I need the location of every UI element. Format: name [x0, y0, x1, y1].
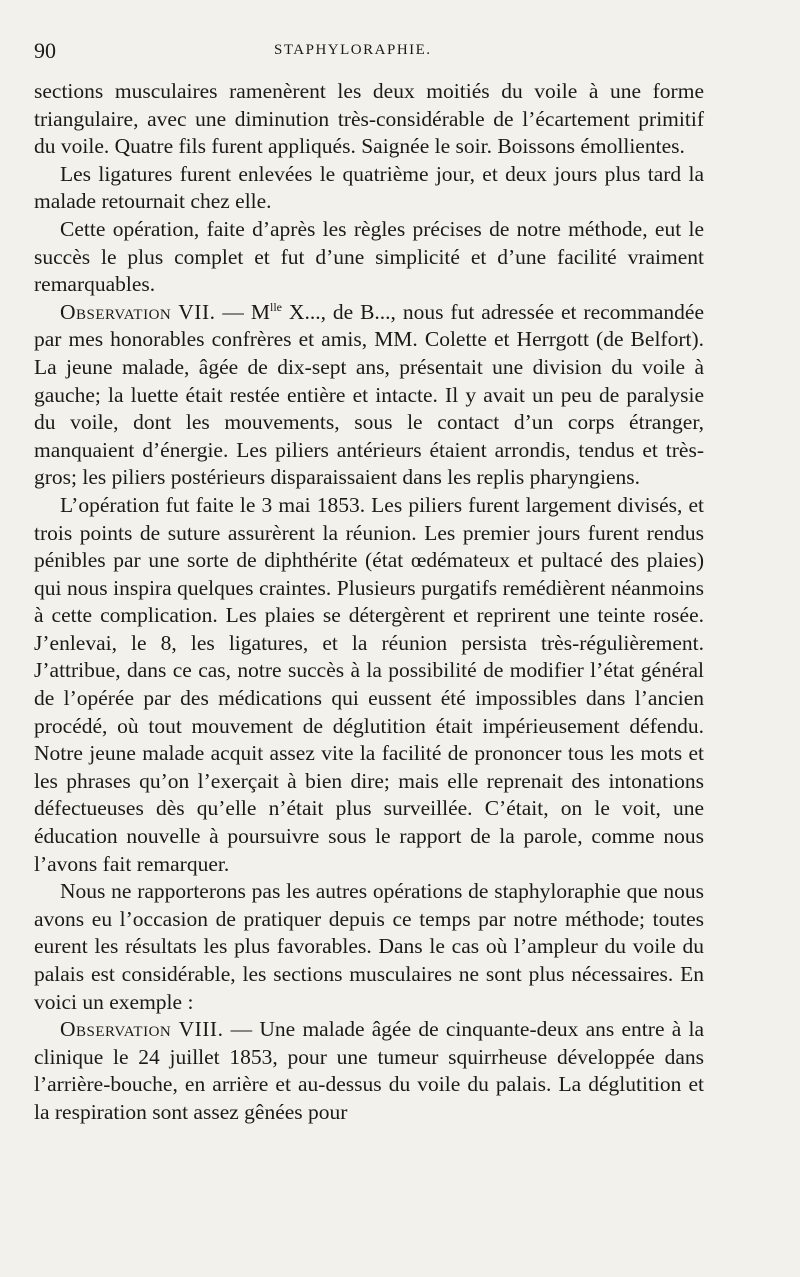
observation-viii-label: Observation VIII. [60, 1017, 224, 1042]
paragraph-3: Cette opération, faite d’après les règles précises de notre méthode, eut le succès le plus complet et fut d’une simplicité et d’une facilité vraiment remarquables. [34, 216, 704, 297]
observation-vii-text-b: X..., de B..., nous fut adressée et recommandée par mes honorables confrères et amis, MM. Colette et Herrgott (de Belfort). La jeune malade, âgée de dix-sept ans, présentait une division du voile à gauche; la luette était restée entière et intacte. Il y avait un peu de paralysie du voile, dont les mouvements, sous le contact d’un corps étranger, manquaient d’énergie. Les piliers antérieurs étaient arrondis, tendus et très-gros; les piliers postérieurs disparaissaient dans les replis pharyngiens. [34, 299, 704, 490]
page-number: 90 [34, 38, 56, 63]
observation-viii-paragraph [34, 1016, 704, 1126]
observation-viii-text: — Une malade âgée de cinquante-deux ans entre à la clinique le 24 juillet 1853, pour une tumeur squirrheuse développée dans l’arrière-bouche, en arrière et au-dessus du voile du palais. La déglutition et la respiration sont assez gênées pour [34, 1017, 704, 1124]
observation-vii-label: Observation VII. [60, 299, 216, 324]
observation-vii-superscript: lle [269, 299, 282, 314]
running-head [34, 38, 704, 72]
paragraph-5: L’opération fut faite le 3 mai 1853. Les piliers furent largement divisés, et trois points de suture assurèrent la réunion. Les premier jours furent rendus pénibles par une sorte de diphthérite (état œdémateux et pultacé des plaies) qui nous inspira quelques craintes. Plusieurs purgatifs remédièrent néanmoins à cette complication. Les plaies se détergèrent et reprirent une teinte rosée. J’enlevai, le 8, les ligatures, et la réunion persista très-régulièrement. J’attribue, dans ce cas, notre succès à la possibilité de modifier l’état général de l’opérée par des médications qui eussent été impossibles dans l’ancien procédé, où tout mouvement de déglutition était impérieusement défendu. Notre jeune malade acquit assez vite la facilité de prononcer tous les mots et les phrases qu’on l’exerçait à bien dire; mais elle reprenait des intonations défectueuses dès qu’elle n’était plus surveillée. C’était, on le voit, une éducation nouvelle à poursuivre sous le rapport de la parole, comme nous l’avons fait remarquer. [34, 492, 704, 876]
paragraph-1: sections musculaires ramenèrent les deux moitiés du voile à une forme triangulaire, avec une diminution très-considérable de l’écartement primitif du voile. Quatre fils furent appliqués. Saignée le soir. Boissons émollientes. [34, 79, 704, 159]
observation-vii-text-a: — M [215, 299, 270, 324]
body-text [34, 78, 704, 1127]
paragraph-2: Les ligatures furent enlevées le quatrième jour, et deux jours plus tard la malade retournait chez elle. [34, 161, 704, 214]
observation-vii-paragraph [34, 299, 704, 492]
running-title: STAPHYLORAPHIE. [274, 42, 432, 58]
paragraph-6: Nous ne rapporterons pas les autres opérations de staphyloraphie que nous avons eu l’occasion de pratiquer depuis ce temps par notre méthode; toutes eurent les résultats les plus favorables. Dans le cas où l’ampleur du voile du palais est considérable, les sections musculaires ne sont plus nécessaires. En voici un exemple : [34, 879, 704, 1014]
